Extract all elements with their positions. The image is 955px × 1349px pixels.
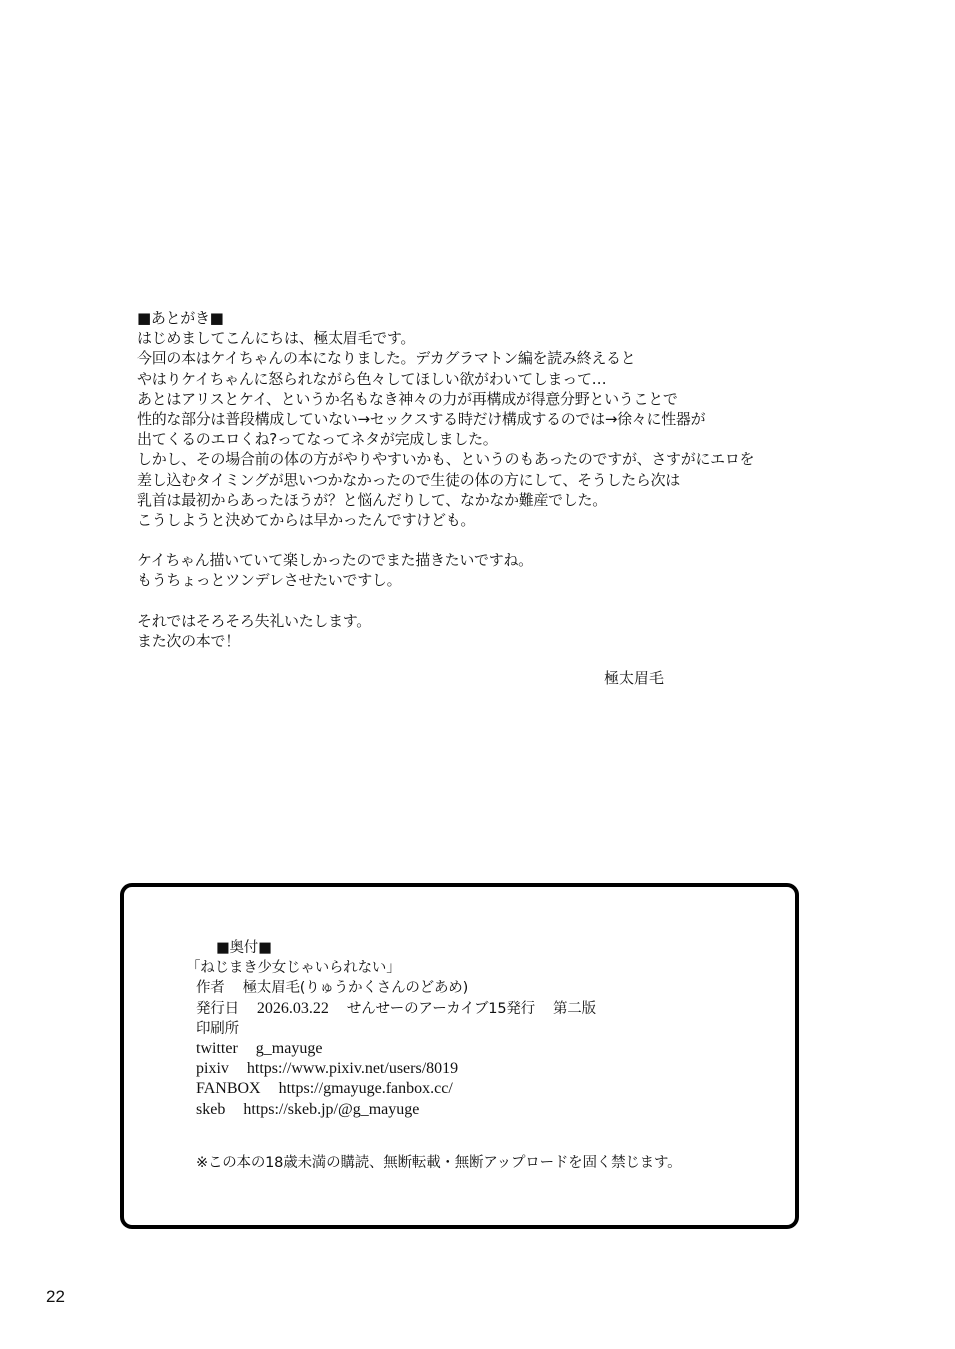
afterword-line: あとはアリスとケイ、というか名もなき神々の力が再構成が得意分野ということで: [137, 389, 678, 408]
skeb-link[interactable]: https://skeb.jp/@g_mayuge: [243, 1100, 420, 1118]
author-value: 極太眉毛(りゅうかくさんのどあめ): [242, 980, 469, 997]
date-label: 発行日: [196, 1000, 239, 1017]
author-signature: 極太眉毛: [604, 669, 665, 687]
author-label: 作者: [196, 980, 225, 997]
paragraph-spacer: [137, 591, 837, 611]
link-row-pixiv: [196, 1059, 776, 1079]
page-number: 22: [46, 1287, 65, 1306]
colophon-heading: ■奥付■: [216, 940, 272, 956]
edition: 第二版: [552, 1000, 596, 1017]
link-label: twitter: [196, 1039, 238, 1057]
link-label: FANBOX: [196, 1080, 261, 1098]
afterword-line: もうちょっとツンデレさせたいですし。: [137, 571, 402, 590]
afterword-line: 性的な部分は普段構成していない→セックスする時だけ構成するのでは→徐々に性器が: [137, 409, 706, 428]
link-label: skeb: [196, 1100, 226, 1118]
afterword-line: しかし、その場合前の体の方がやりやすいかも、というのもあったのですが、さすがにエロを: [137, 450, 755, 469]
afterword-line: 乳首は最初からあったほうが？と悩んだりして、なかなか難産でした。: [137, 490, 607, 509]
afterword-line: ケイちゃん描いていて楽しかったのでまた描きたいですね。: [137, 551, 533, 570]
event-name: せんせーのアーカイブ15発行: [346, 1000, 535, 1017]
twitter-handle[interactable]: g_mayuge: [255, 1039, 323, 1057]
printer-label: 印刷所: [196, 1020, 239, 1037]
colophon: [186, 938, 776, 1173]
afterword-line: 差し込むタイミングが思いつかなかったので生徒の体の方にして、そうしたら次は: [137, 470, 681, 489]
fanbox-link[interactable]: https://gmayuge.fanbox.cc/: [278, 1080, 453, 1098]
date-value: 2026.03.22: [256, 999, 329, 1017]
afterword-line: 今回の本はケイちゃんの本になりました。デカグラマトン編を読み終えると: [137, 349, 636, 368]
date-row: [196, 999, 776, 1019]
copyright-warning: ※この本の18歳未満の購読、無断転載・無断アップロードを固く禁じます。: [196, 1154, 682, 1171]
link-label: pixiv: [196, 1060, 229, 1078]
afterword-line: 出てくるのエロくね?ってなってネタが完成しました。: [137, 430, 498, 449]
afterword-line: はじめましてこんにちは、極太眉毛です。: [137, 329, 416, 348]
link-row-skeb: [196, 1100, 776, 1120]
link-row-fanbox: [196, 1079, 776, 1099]
afterword-line: それではそろそろ失礼いたします。: [137, 611, 372, 630]
link-row-twitter: [196, 1039, 776, 1059]
afterword: [137, 308, 837, 651]
afterword-heading: ■あとがき■: [137, 309, 224, 327]
author-row: [196, 978, 776, 998]
afterword-line: こうしようと決めてからは早かったんですけども。: [137, 510, 476, 529]
pixiv-link[interactable]: https://www.pixiv.net/users/8019: [246, 1060, 459, 1078]
afterword-line: やはりケイちゃんに怒られながら色々してほしい欲がわいてしまって…: [137, 369, 607, 388]
paragraph-spacer: [137, 530, 837, 550]
book-title: 「ねじまき少女じゃいられない」: [186, 960, 401, 977]
afterword-line: また次の本で！: [137, 632, 240, 650]
